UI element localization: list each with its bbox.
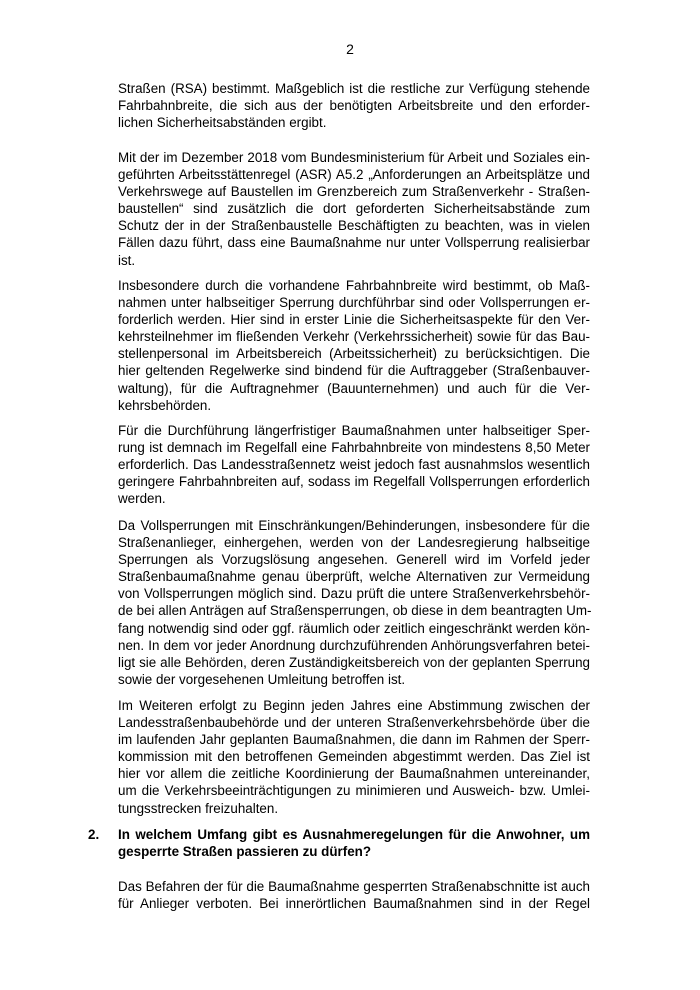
text-line: stellenpersonal im Arbeitsbereich (Arbeitssicherheit) zu berücksichtigen. Die xyxy=(118,346,590,362)
text-line: ligt sie alle Behörden, deren Zuständigkeitsbereich von der geplanten Sperrung xyxy=(118,654,590,670)
text-line: rung ist demnach im Regelfall eine Fahrbahnbreite von mindestens 8,50 Meter xyxy=(118,440,590,456)
text-line: Landesstraßenbaubehörde und der unteren Straßenverkehrsbehörde über die xyxy=(118,715,590,731)
text-line: werden. xyxy=(118,491,166,507)
text-line: lichen Sicherheitsabständen ergibt. xyxy=(118,115,327,131)
paragraph-rsa xyxy=(118,80,590,131)
text-line: hier geltenden Regelwerke sind bindend für die Auftraggeber (Straßenbauver- xyxy=(118,363,590,379)
text-line: Straßen (RSA) bestimmt. Maßgeblich ist die restliche zur Verfügung stehende xyxy=(118,81,590,96)
question-line: In welchem Umfang gibt es Ausnahmeregelungen für die Anwohner, um xyxy=(118,827,590,842)
text-line: kommission mit den betroffenen Gemeinden abgestimmt werden. Das Ziel ist xyxy=(118,749,590,765)
text-line: um die Verkehrsbeeinträchtigungen zu minimieren und Ausweich- bzw. Umlei- xyxy=(118,783,590,799)
text-line: baustellen“ sind zusätzlich die dort geforderten Sicherheitsabstände zum xyxy=(118,201,590,217)
text-line: de bei allen Anträgen auf Straßensperrungen, ob diese in dem beantragten Um- xyxy=(118,603,592,619)
text-line: geringere Fahrbahnbreiten auf, sodass im Regelfall Vollsperrungen erforderlich xyxy=(118,474,590,490)
text-line: Mit der im Dezember 2018 vom Bundesministerium für Arbeit und Soziales ein- xyxy=(118,150,590,165)
text-line: waltung), für die Auftragnehmer (Bauunternehmen) und auch für die Ver- xyxy=(118,380,590,396)
text-line: Schutz der in der Straßenbaustelle Beschäftigten zu beachten, was in vielen xyxy=(118,218,590,234)
text-line: Für die Durchführung längerfristiger Baumaßnahmen unter halbseitiger Sper- xyxy=(118,423,590,438)
text-line: nen. In dem vor jeder Anordnung durchzuführenden Anhörungsverfahren betei- xyxy=(118,637,590,653)
paragraph-abstimmung xyxy=(118,697,590,817)
paragraph-asr xyxy=(118,149,590,269)
text-line: Sperrungen als Vorzugslösung angesehen. Generell wird im Vorfeld jeder xyxy=(118,552,590,568)
text-line: erforderlich. Das Landesstraßennetz weist jedoch fast ausnahmslos wesentlich xyxy=(118,457,590,473)
text-line: sowie der vorgesehenen Umleitung betroffen ist. xyxy=(118,671,406,687)
text-line: Im Weiteren erfolgt zu Beginn jeden Jahres eine Abstimmung zwischen der xyxy=(118,698,590,713)
text-line: Verkehrswege auf Baustellen im Grenzbereich zum Straßenverkehr - Straßen- xyxy=(118,184,590,200)
paragraph-fahrbahnbreite xyxy=(118,277,590,414)
text-line: hier vor allem die zeitliche Koordinierung der Baumaßnahmen untereinander, xyxy=(118,766,590,782)
text-line: tungsstrecken freizuhalten. xyxy=(118,800,279,816)
text-line: Insbesondere durch die vorhandene Fahrbahnbreite wird bestimmt, ob Maß- xyxy=(118,278,590,293)
text-line: geführten Arbeitsstättenregel (ASR) A5.2 „Anforderungen an Arbeitsplätze und xyxy=(118,167,590,183)
text-line: Straßenbaumaßnahme genau überprüft, welche Alternativen zur Vermeidung xyxy=(118,569,590,585)
text-line: für Anlieger verboten. Bei innerörtlichen Baumaßnahmen sind in der Regel xyxy=(118,896,590,912)
text-line: Fällen dazu führt, dass eine Baumaßnahme nur unter Vollsperrung realisierbar xyxy=(118,235,590,251)
text-line: im laufenden Jahr geplanten Baumaßnahmen, die dann im Rahmen der Sperr- xyxy=(118,732,590,748)
question-line: gesperrte Straßen passieren zu dürfen? xyxy=(118,844,372,860)
text-line: Fahrbahnbreite, die sich aus der benötigten Arbeitsbreite und den erforder- xyxy=(118,98,590,114)
question-number: 2. xyxy=(88,827,100,842)
paragraph-durchfuehrung xyxy=(118,422,590,507)
paragraph-vollsperrungen xyxy=(118,517,590,688)
text-line: Da Vollsperrungen mit Einschränkungen/Behinderungen, insbesondere für die xyxy=(118,518,590,533)
text-line: Straßenanlieger, einhergehen, werden von der Landesregierung halbseitige xyxy=(118,535,590,551)
text-line: kehrsteilnehmer im fließenden Verkehr (Verkehrssicherheit) sowie für das Bau- xyxy=(118,329,590,345)
text-line: Das Befahren der für die Baumaßnahme gesperrten Straßenabschnitte ist auch xyxy=(118,879,590,894)
text-line: nahmen unter halbseitiger Sperrung durchführbar sind oder Vollsperrungen er- xyxy=(118,295,590,311)
text-line: kehrsbehörden. xyxy=(118,397,212,413)
text-line: ist. xyxy=(118,252,136,268)
text-line: forderlich werden. Hier sind in erster Linie die Sicherheitsaspekte für den Ver- xyxy=(118,312,590,328)
text-line: fang notwendig sind oder ggf. räumlich oder zeitlich eingeschränkt werden kön- xyxy=(118,620,590,636)
page-number: 2 xyxy=(346,41,354,57)
question-heading xyxy=(118,826,590,860)
text-line: von Vollsperrungen möglich sind. Dazu prüft die untere Straßenverkehrsbehör- xyxy=(118,586,590,602)
answer-paragraph xyxy=(118,878,590,912)
